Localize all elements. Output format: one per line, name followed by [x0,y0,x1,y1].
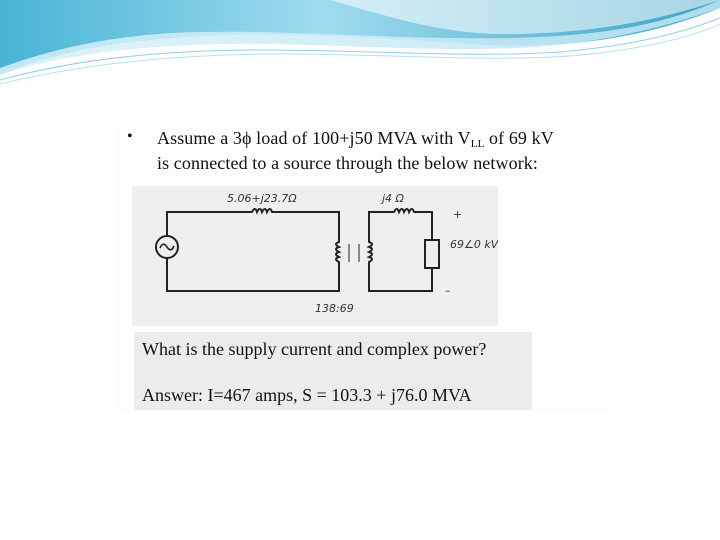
problem-line-1 [157,128,554,150]
transformer-icon [336,242,339,262]
problem-statement [117,122,607,184]
question-text: What is the supply current and complex power? [142,339,487,359]
bullet-marker: • [127,128,133,145]
circuit-diagram [132,186,498,326]
slide-content [117,122,607,412]
answer-text: Answer: I=467 amps, S = 103.3 + j76.0 MVA [142,385,472,405]
question-answer-box [134,332,532,410]
load-icon [425,240,439,268]
plus-label: + [453,208,463,221]
problem-line-2: is connected to a source through the below network: [157,153,538,173]
line1-text-c: of 69 kV [484,128,554,148]
transformer-ratio-label: 138:69 [315,302,354,315]
vll-subscript: LL [470,138,485,150]
minus-label: – [445,284,451,297]
load-voltage-label: 69∠0 kV [450,238,498,251]
impedance1-label: 5.06+j23.7Ω [227,192,297,205]
header-banner [0,0,720,90]
phi-symbol: ϕ [242,128,252,148]
line1-text-b: load of 100+j50 MVA with V [251,128,471,148]
impedance2-label: j4 Ω [382,192,404,205]
series-impedance-2-icon [394,209,414,212]
line1-text-a: Assume a 3 [157,128,242,148]
series-impedance-1-icon [252,209,272,212]
